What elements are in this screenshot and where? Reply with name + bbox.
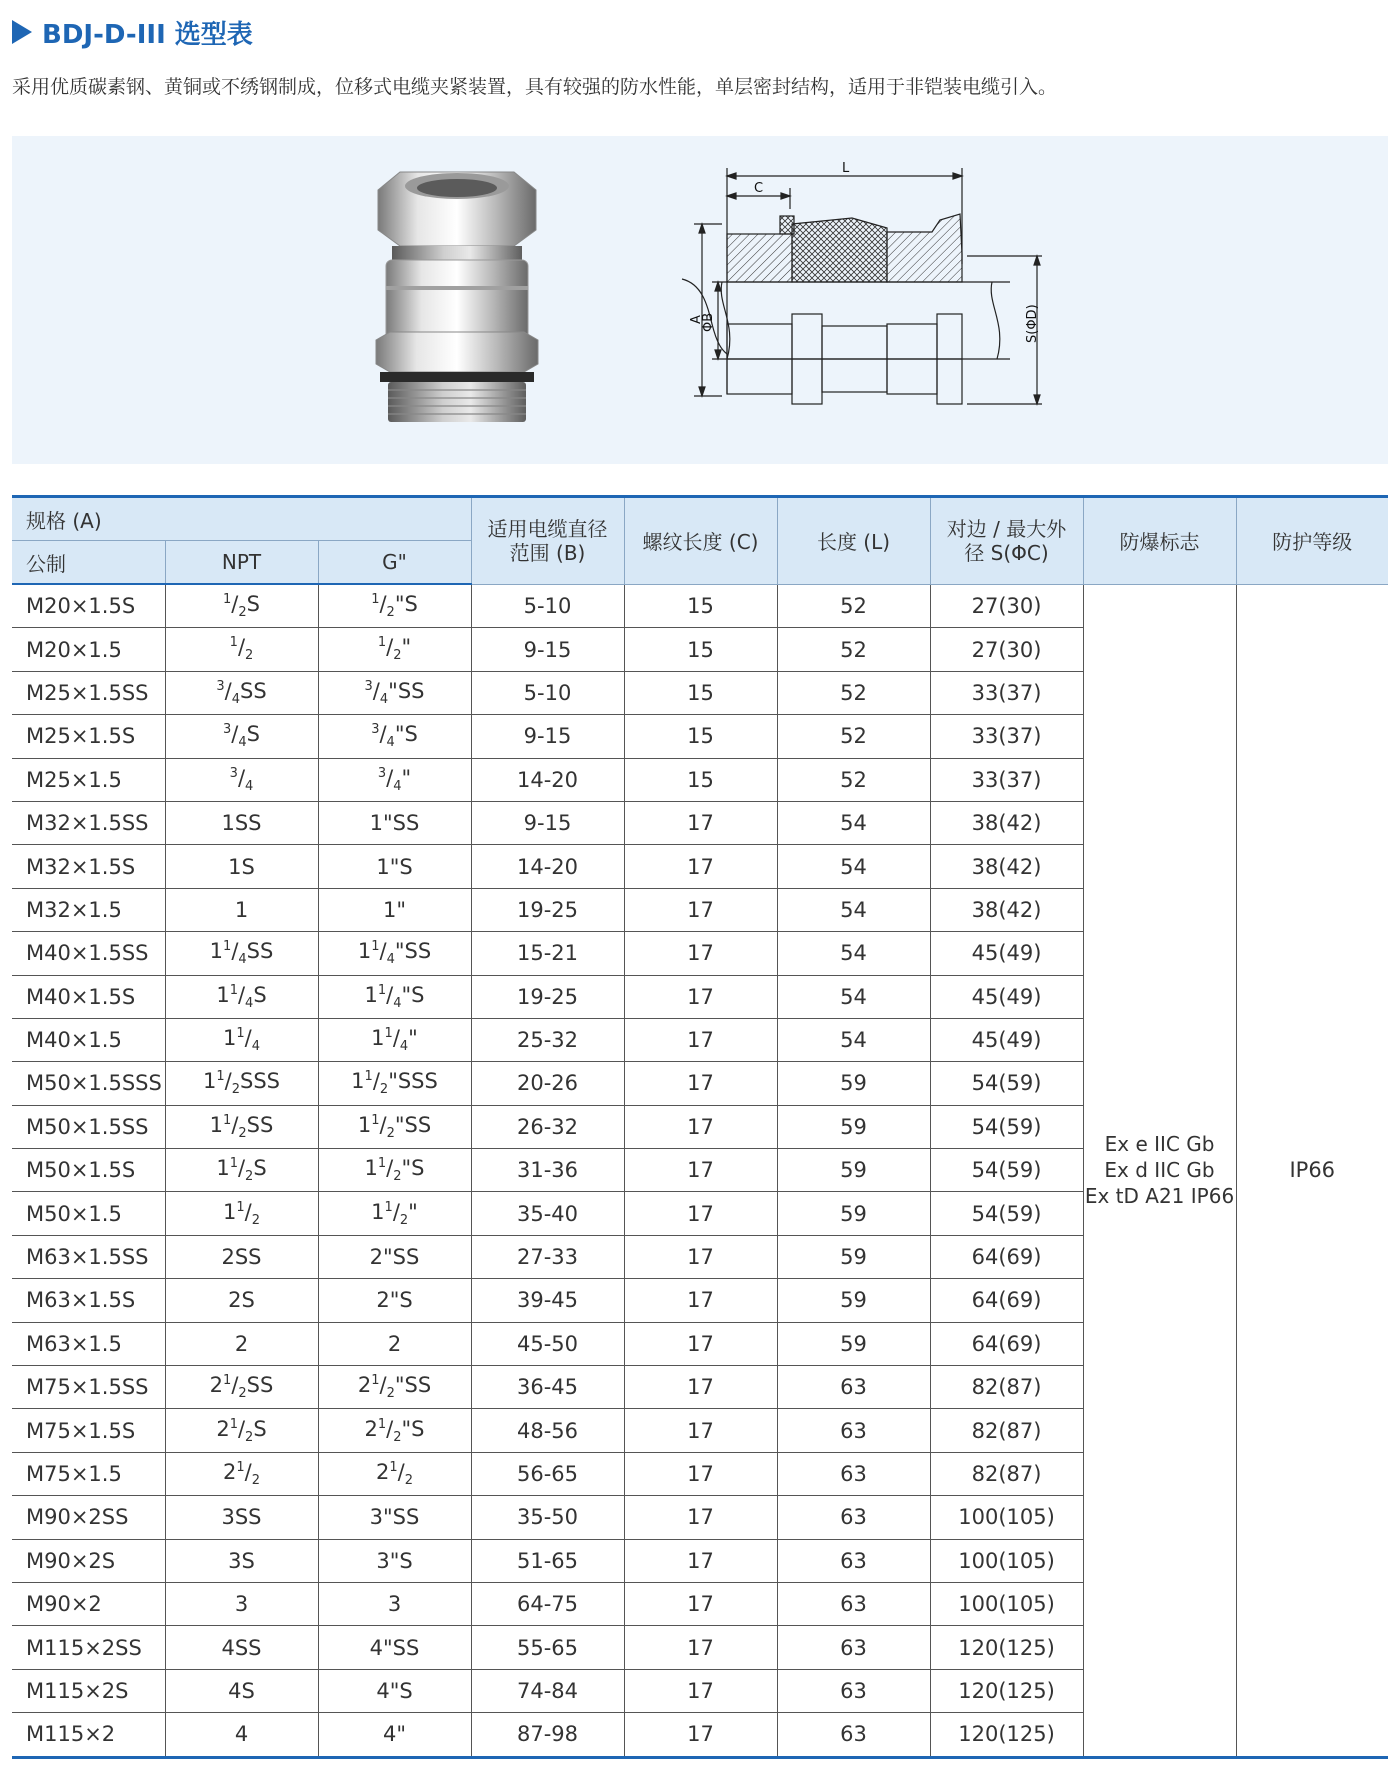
g-value: 1" xyxy=(382,897,407,922)
cell-length: 54 xyxy=(777,801,930,844)
cell-across-flats: 33(37) xyxy=(930,671,1083,714)
npt-value: 2 xyxy=(234,1331,249,1356)
cell-thread-length: 17 xyxy=(624,1496,777,1539)
cell-length: 52 xyxy=(777,584,930,628)
npt-value: $2^1/_2SS$ xyxy=(209,1373,274,1402)
cell-g xyxy=(318,671,471,714)
cell-cable-range: 87-98 xyxy=(471,1713,624,1757)
cell-g xyxy=(318,801,471,844)
npt-value: 1 xyxy=(234,897,249,922)
cell-across-flats: 38(42) xyxy=(930,801,1083,844)
cell-across-flats: 100(105) xyxy=(930,1496,1083,1539)
npt-value: $2^1/_2$ xyxy=(222,1459,260,1489)
cell-npt xyxy=(165,584,318,628)
cell-g xyxy=(318,1279,471,1322)
cell-npt xyxy=(165,1582,318,1625)
npt-value: 3 xyxy=(234,1592,249,1617)
cell-g xyxy=(318,932,471,975)
cell-metric: M32×1.5S xyxy=(12,845,165,888)
cell-across-flats: 45(49) xyxy=(930,932,1083,975)
cell-npt xyxy=(165,1235,318,1278)
cell-g xyxy=(318,1062,471,1105)
cell-metric: M75×1.5 xyxy=(12,1452,165,1495)
cell-cable-range: 26-32 xyxy=(471,1105,624,1148)
cell-metric: M50×1.5SSS xyxy=(12,1062,165,1105)
cell-across-flats: 45(49) xyxy=(930,1018,1083,1061)
g-value: 2 xyxy=(387,1331,402,1356)
cell-g xyxy=(318,1366,471,1409)
cell-length: 54 xyxy=(777,845,930,888)
dim-label-L: L xyxy=(842,161,850,176)
cell-npt xyxy=(165,1018,318,1061)
cell-thread-length: 17 xyxy=(624,1279,777,1322)
cell-g xyxy=(318,1105,471,1148)
cell-npt xyxy=(165,801,318,844)
dim-label-B: ΦB xyxy=(701,312,716,332)
cell-npt xyxy=(165,975,318,1018)
cell-metric: M25×1.5SS xyxy=(12,671,165,714)
cell-npt xyxy=(165,1713,318,1757)
cell-npt xyxy=(165,1192,318,1235)
cell-length: 63 xyxy=(777,1452,930,1495)
g-value: 4" xyxy=(382,1722,407,1747)
cell-across-flats: 64(69) xyxy=(930,1322,1083,1365)
g-value: $1^1/_4"SS$ xyxy=(357,939,432,968)
cell-thread-length: 15 xyxy=(624,758,777,801)
cable-gland-photo xyxy=(372,168,542,430)
cell-thread-length: 17 xyxy=(624,1149,777,1192)
cell-metric: M75×1.5SS xyxy=(12,1366,165,1409)
ex-mark-line: Ex d IIC Gb xyxy=(1104,1158,1215,1183)
cell-across-flats: 120(125) xyxy=(930,1713,1083,1757)
product-figure-panel xyxy=(12,136,1388,464)
cell-metric: M75×1.5S xyxy=(12,1409,165,1452)
cell-thread-length: 17 xyxy=(624,1192,777,1235)
cell-thread-length: 17 xyxy=(624,845,777,888)
g-value: $1^1/_2$" xyxy=(371,1199,418,1228)
cell-metric: M50×1.5S xyxy=(12,1149,165,1192)
cell-thread-length: 17 xyxy=(624,932,777,975)
g-value: 3"SS xyxy=(369,1505,420,1530)
cell-cable-range: 51-65 xyxy=(471,1539,624,1582)
cell-g xyxy=(318,1539,471,1582)
npt-value: 4SS xyxy=(221,1635,262,1660)
cell-cable-range: 48-56 xyxy=(471,1409,624,1452)
cell-metric: M90×2SS xyxy=(12,1496,165,1539)
cell-cable-range: 14-20 xyxy=(471,845,624,888)
cell-g xyxy=(318,1192,471,1235)
cell-across-flats: 100(105) xyxy=(930,1539,1083,1582)
cell-metric: M20×1.5 xyxy=(12,628,165,671)
header-metric: 公制 xyxy=(12,541,165,585)
cell-across-flats: 27(30) xyxy=(930,584,1083,628)
cell-across-flats: 120(125) xyxy=(930,1626,1083,1669)
cell-across-flats: 33(37) xyxy=(930,715,1083,758)
cell-metric: M32×1.5SS xyxy=(12,801,165,844)
cell-thread-length: 15 xyxy=(624,628,777,671)
g-value: 3"S xyxy=(376,1548,413,1573)
cell-across-flats: 38(42) xyxy=(930,888,1083,931)
cell-npt xyxy=(165,1496,318,1539)
cell-length: 54 xyxy=(777,1018,930,1061)
cell-metric: M20×1.5S xyxy=(12,584,165,628)
cell-metric: M32×1.5 xyxy=(12,888,165,931)
cell-cable-range: 56-65 xyxy=(471,1452,624,1495)
cell-cable-range: 20-26 xyxy=(471,1062,624,1105)
cell-cable-range: 19-25 xyxy=(471,888,624,931)
cell-metric: M25×1.5S xyxy=(12,715,165,758)
cell-metric: M40×1.5 xyxy=(12,1018,165,1061)
cell-length: 54 xyxy=(777,975,930,1018)
cell-cable-range: 9-15 xyxy=(471,715,624,758)
cell-thread-length: 17 xyxy=(624,1452,777,1495)
cell-npt xyxy=(165,1409,318,1452)
cell-g xyxy=(318,1626,471,1669)
cell-g xyxy=(318,628,471,671)
cell-thread-length: 17 xyxy=(624,1539,777,1582)
cell-metric: M90×2S xyxy=(12,1539,165,1582)
g-value: $2^1/_2"SS$ xyxy=(357,1373,432,1402)
cell-g xyxy=(318,715,471,758)
triangle-bullet-icon xyxy=(12,20,32,44)
cell-g xyxy=(318,1452,471,1495)
cell-thread-length: 17 xyxy=(624,1409,777,1452)
cell-cable-range: 35-50 xyxy=(471,1496,624,1539)
g-value: $^3/_4"S$ xyxy=(371,722,418,751)
cell-npt xyxy=(165,1149,318,1192)
g-value: $1^1/_2"SSS$ xyxy=(351,1069,438,1098)
g-value: $^1/_2"S$ xyxy=(371,592,418,621)
cell-cable-range: 55-65 xyxy=(471,1626,624,1669)
cell-cable-range: 9-15 xyxy=(471,801,624,844)
cell-metric: M50×1.5 xyxy=(12,1192,165,1235)
cell-ip-rating: IP66 xyxy=(1236,584,1388,1757)
cell-g xyxy=(318,888,471,931)
table-row xyxy=(12,584,1388,628)
npt-value: $^3/_4S$ xyxy=(223,722,260,751)
cell-g xyxy=(318,1496,471,1539)
npt-value: $1^1/_4$ xyxy=(222,1026,260,1055)
cell-npt xyxy=(165,1626,318,1669)
cell-across-flats: 54(59) xyxy=(930,1062,1083,1105)
cell-g xyxy=(318,584,471,628)
selection-table xyxy=(12,495,1388,1759)
cell-thread-length: 17 xyxy=(624,1626,777,1669)
product-description: 采用优质碳素钢、黄铜或不绣钢制成，位移式电缆夹紧装置，具有较强的防水性能，单层密封结构，适用于非铠装电缆引入。 xyxy=(12,76,1058,98)
cell-length: 59 xyxy=(777,1322,930,1365)
cell-length: 63 xyxy=(777,1409,930,1452)
header-ex-mark: 防爆标志 xyxy=(1083,497,1236,585)
g-value: $2^1/_2$ xyxy=(376,1459,414,1489)
cell-thread-length: 15 xyxy=(624,584,777,628)
cell-across-flats: 33(37) xyxy=(930,758,1083,801)
cell-length: 59 xyxy=(777,1235,930,1278)
cell-npt xyxy=(165,1322,318,1365)
header-cable-range: 适用电缆直径 范围 (B) xyxy=(471,497,624,585)
cell-across-flats: 54(59) xyxy=(930,1105,1083,1148)
page-title xyxy=(12,12,253,52)
cell-cable-range: 31-36 xyxy=(471,1149,624,1192)
cell-g xyxy=(318,1713,471,1757)
cell-metric: M63×1.5 xyxy=(12,1322,165,1365)
cell-length: 59 xyxy=(777,1192,930,1235)
cell-metric: M90×2 xyxy=(12,1582,165,1625)
cell-g xyxy=(318,1582,471,1625)
g-value: $^1/_2$" xyxy=(377,635,412,664)
cell-npt xyxy=(165,1539,318,1582)
cell-thread-length: 17 xyxy=(624,1235,777,1278)
cell-length: 54 xyxy=(777,932,930,975)
g-value: $1^1/_4"S$ xyxy=(364,982,425,1011)
cell-length: 52 xyxy=(777,671,930,714)
cell-thread-length: 17 xyxy=(624,1582,777,1625)
npt-value: 4S xyxy=(228,1678,255,1703)
npt-value: 3S xyxy=(228,1548,255,1573)
cell-metric: M40×1.5S xyxy=(12,975,165,1018)
cell-thread-length: 15 xyxy=(624,715,777,758)
g-value: $2^1/_2"S$ xyxy=(364,1416,425,1445)
cell-thread-length: 17 xyxy=(624,1018,777,1061)
npt-value: 4 xyxy=(234,1722,249,1747)
g-value: 1"SS xyxy=(369,811,420,836)
cell-length: 63 xyxy=(777,1582,930,1625)
npt-value: $^1/_2S$ xyxy=(223,592,260,621)
cell-length: 59 xyxy=(777,1105,930,1148)
cell-cable-range: 74-84 xyxy=(471,1669,624,1712)
cell-npt xyxy=(165,715,318,758)
cell-across-flats: 45(49) xyxy=(930,975,1083,1018)
g-value: 3 xyxy=(387,1592,402,1617)
npt-value: $1^1/_2SS$ xyxy=(209,1112,274,1141)
cell-cable-range: 15-21 xyxy=(471,932,624,975)
cell-metric: M40×1.5SS xyxy=(12,932,165,975)
cell-cable-range: 5-10 xyxy=(471,671,624,714)
cell-npt xyxy=(165,1105,318,1148)
cell-cable-range: 35-40 xyxy=(471,1192,624,1235)
cell-npt xyxy=(165,1669,318,1712)
cell-cable-range: 5-10 xyxy=(471,584,624,628)
cell-cable-range: 45-50 xyxy=(471,1322,624,1365)
cell-cable-range: 39-45 xyxy=(471,1279,624,1322)
cell-across-flats: 64(69) xyxy=(930,1279,1083,1322)
cell-length: 52 xyxy=(777,628,930,671)
cell-cable-range: 27-33 xyxy=(471,1235,624,1278)
cell-across-flats: 82(87) xyxy=(930,1366,1083,1409)
cell-metric: M115×2S xyxy=(12,1669,165,1712)
cell-across-flats: 100(105) xyxy=(930,1582,1083,1625)
cell-npt xyxy=(165,671,318,714)
cell-ex-mark xyxy=(1083,584,1236,1757)
npt-value: 3SS xyxy=(221,1505,262,1530)
cell-length: 52 xyxy=(777,715,930,758)
cell-across-flats: 82(87) xyxy=(930,1452,1083,1495)
cell-thread-length: 17 xyxy=(624,1322,777,1365)
cell-across-flats: 120(125) xyxy=(930,1669,1083,1712)
cell-g xyxy=(318,975,471,1018)
cell-npt xyxy=(165,628,318,671)
cell-length: 59 xyxy=(777,1062,930,1105)
cell-npt xyxy=(165,888,318,931)
npt-value: $^3/_4$ xyxy=(229,765,254,794)
cell-metric: M50×1.5SS xyxy=(12,1105,165,1148)
cell-g xyxy=(318,1669,471,1712)
g-value: 4"SS xyxy=(369,1635,420,1660)
cell-across-flats: 54(59) xyxy=(930,1192,1083,1235)
cell-cable-range: 9-15 xyxy=(471,628,624,671)
cell-npt xyxy=(165,1062,318,1105)
cell-thread-length: 15 xyxy=(624,671,777,714)
npt-value: $1^1/_2SSS$ xyxy=(202,1069,280,1098)
dim-label-A: A xyxy=(689,315,704,324)
cell-metric: M63×1.5SS xyxy=(12,1235,165,1278)
ex-mark-line: Ex e IIC Gb xyxy=(1104,1132,1215,1157)
g-value: 2"S xyxy=(376,1288,413,1313)
header-spec-group: 规格 (A) xyxy=(12,497,471,541)
g-value: $1^1/_2"SS$ xyxy=(357,1112,432,1141)
cell-across-flats: 54(59) xyxy=(930,1149,1083,1192)
title-text: BDJ-D-III 选型表 xyxy=(42,19,253,50)
cell-length: 52 xyxy=(777,758,930,801)
npt-value: 2SS xyxy=(221,1245,262,1270)
cell-metric: M115×2SS xyxy=(12,1626,165,1669)
npt-value: $2^1/_2S$ xyxy=(216,1416,267,1445)
cell-length: 63 xyxy=(777,1626,930,1669)
npt-value: $1^1/_4SS$ xyxy=(209,939,274,968)
npt-value: 1S xyxy=(228,854,255,879)
g-value: 1"S xyxy=(376,854,413,879)
cell-thread-length: 17 xyxy=(624,1669,777,1712)
cell-g xyxy=(318,1018,471,1061)
cell-length: 59 xyxy=(777,1149,930,1192)
cell-g xyxy=(318,758,471,801)
header-ip-rating: 防护等级 xyxy=(1236,497,1388,585)
cell-across-flats: 82(87) xyxy=(930,1409,1083,1452)
header-across-flats: 对边 / 最大外 径 S(ΦC) xyxy=(930,497,1083,585)
dim-label-S: S(ΦD) xyxy=(1025,304,1040,343)
cell-cable-range: 19-25 xyxy=(471,975,624,1018)
cell-thread-length: 17 xyxy=(624,888,777,931)
cell-across-flats: 27(30) xyxy=(930,628,1083,671)
cell-length: 63 xyxy=(777,1669,930,1712)
cell-npt xyxy=(165,1366,318,1409)
npt-value: 1SS xyxy=(221,811,262,836)
cell-thread-length: 17 xyxy=(624,1713,777,1757)
cell-across-flats: 38(42) xyxy=(930,845,1083,888)
cell-length: 63 xyxy=(777,1713,930,1757)
header-length: 长度 (L) xyxy=(777,497,930,585)
g-value: 2"SS xyxy=(369,1245,420,1270)
npt-value: 2S xyxy=(228,1288,255,1313)
cell-g xyxy=(318,845,471,888)
cell-length: 63 xyxy=(777,1496,930,1539)
cell-g xyxy=(318,1149,471,1192)
cell-metric: M25×1.5 xyxy=(12,758,165,801)
cell-cable-range: 64-75 xyxy=(471,1582,624,1625)
ex-mark-line: Ex tD A21 IP66 xyxy=(1084,1184,1235,1209)
header-npt: NPT xyxy=(165,541,318,585)
dimension-drawing xyxy=(689,161,1212,454)
dim-label-C: C xyxy=(754,181,764,196)
cell-npt xyxy=(165,758,318,801)
cell-cable-range: 36-45 xyxy=(471,1366,624,1409)
cell-length: 63 xyxy=(777,1539,930,1582)
cell-npt xyxy=(165,845,318,888)
cell-npt xyxy=(165,1279,318,1322)
g-value: $^3/_4"SS$ xyxy=(364,678,425,708)
npt-value: $1^1/_2$ xyxy=(222,1199,260,1228)
cell-length: 54 xyxy=(777,888,930,931)
cell-thread-length: 17 xyxy=(624,801,777,844)
cell-npt xyxy=(165,932,318,975)
cell-npt xyxy=(165,1452,318,1495)
cell-thread-length: 17 xyxy=(624,1366,777,1409)
cell-cable-range: 14-20 xyxy=(471,758,624,801)
g-value: $1^1/_2"S$ xyxy=(364,1156,425,1185)
header-thread-length: 螺纹长度 (C) xyxy=(624,497,777,585)
g-value: $1^1/_4$" xyxy=(371,1026,418,1055)
g-value: 4"S xyxy=(376,1678,413,1703)
npt-value: $1^1/_4S$ xyxy=(216,982,267,1011)
cell-metric: M63×1.5S xyxy=(12,1279,165,1322)
cell-cable-range: 25-32 xyxy=(471,1018,624,1061)
cell-thread-length: 17 xyxy=(624,1105,777,1148)
cell-g xyxy=(318,1322,471,1365)
table-body xyxy=(12,584,1388,1757)
cell-across-flats: 64(69) xyxy=(930,1235,1083,1278)
cell-thread-length: 17 xyxy=(624,975,777,1018)
npt-value: $^3/_4SS$ xyxy=(216,678,267,708)
cell-metric: M115×2 xyxy=(12,1713,165,1757)
header-g: G" xyxy=(318,541,471,585)
cell-thread-length: 17 xyxy=(624,1062,777,1105)
cell-g xyxy=(318,1235,471,1278)
cell-length: 59 xyxy=(777,1279,930,1322)
npt-value: $1^1/_2S$ xyxy=(216,1156,267,1185)
cell-g xyxy=(318,1409,471,1452)
npt-value: $^1/_2$ xyxy=(229,635,254,664)
g-value: $^3/_4$" xyxy=(377,765,412,794)
cell-length: 63 xyxy=(777,1366,930,1409)
